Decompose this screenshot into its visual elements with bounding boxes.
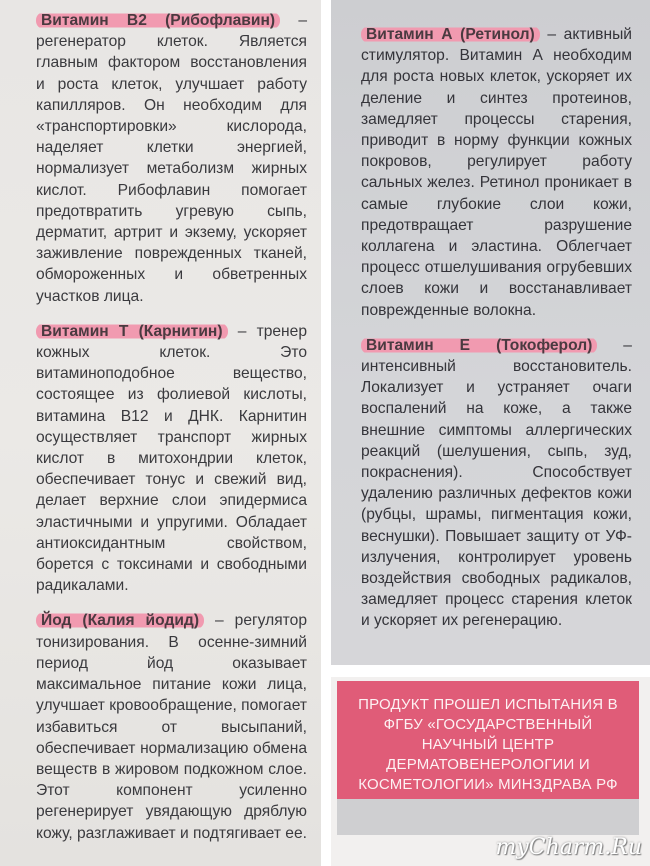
vitamin-t-text: – тренер кожных клеток. Это витаминоподобное вещество, состоящее из фолиевой кислоты, витамина В12 и ДНК. Карнитин осуществляет транспорт жирных кислот в митохондрии клеток, обеспечивает тонус и свежий вид, делает верхние слои эпидермиса эластичными и упругими. Обладает антиоксидантным свойством, борется с токсинами и свободными радикалами. xyxy=(36,322,308,595)
vitamin-e-paragraph xyxy=(361,335,632,632)
certification-text: ПРОДУКТ ПРОШЕЛ ИСПЫТАНИЯ В ФГБУ «ГОСУДАРСТВЕННЫЙ НАУЧНЫЙ ЦЕНТР ДЕРМАТОВЕНЕРОЛОГИИ И КОСМЕТОЛОГИИ» МИНЗДРАВА РФ xyxy=(358,696,618,793)
right-column xyxy=(331,0,650,665)
iodine-section xyxy=(36,610,307,843)
vitamin-t-title: Витамин Т (Карнитин) xyxy=(36,323,228,340)
vitamin-a-section xyxy=(361,24,632,321)
left-column xyxy=(0,0,321,866)
vitamin-b2-section xyxy=(36,10,307,307)
vitamin-a-paragraph xyxy=(361,24,632,321)
vitamin-a-text: – активный стимулятор. Витамин А необходим для роста новых клеток, ускоряет их деление и синтез протеинов, замедляет процессы старения, приводит в норму функции кожных покровов, регулирует работу сальных желез. Ретинол проникает в самые глубокие слои кожи, предотвращает разрушение коллагена и эластина. Облегчает процесс отшелушивания огрубевших слоев кожи и восстанавливает поврежденные волокна. xyxy=(361,26,632,319)
vitamin-e-title: Витамин Е (Токоферол) xyxy=(361,337,597,354)
iodine-paragraph xyxy=(36,610,307,843)
watermark-logo: myCharm.Ru xyxy=(495,835,642,860)
vitamin-a-title: Витамин А (Ретинол) xyxy=(361,26,540,43)
vitamin-b2-paragraph xyxy=(36,10,307,307)
vitamin-t-paragraph xyxy=(36,321,307,597)
vitamin-b2-title: Витамин В2 (Рибофлавин) xyxy=(36,12,280,29)
vitamin-e-section xyxy=(361,335,632,632)
vitamin-e-text: – интенсивный восстановитель. Локализует и устраняет очаги воспалений на коже, а также внешние симптомы аллергических реакций (шелушения, сыпь, зуд, покраснения). Способствует удалению различных дефектов кожи (рубцы, шрамы, пигментация кожи, веснушки). Повышает защиту от УФ-излучения, контролирует уровень воздействия свободных радикалов, замедляет процесс старения клеток и ускоряет их регенерацию. xyxy=(361,336,632,630)
certification-panel xyxy=(331,677,650,866)
iodine-title: Йод (Калия йодид) xyxy=(36,612,204,629)
vitamin-b2-text: – регенератор клеток. Является главным фактором восстановления и роста клеток, улучшает работу капилляров. Он необходим для «транспортировки» кислорода, наделяет клетки энергией, нормализует метаболизм жирных кислот. Рибофлавин помогает предотвратить угревую сыпь, дерматит, артрит и экзему, ускоряет заживление поврежденных тканей, обмороженных и обветренных участков лица. xyxy=(36,12,307,305)
package-strip xyxy=(337,799,639,835)
iodine-text: – регулятор тонизирования. В осенне-зимний период йод оказывает максимальное питание кожи лица, улучшает кровообращение, помогает избавиться от высыпаний, обеспечивает нормализацию обмена веществ в жировом подкожном слое. Этот компонент усиленно регенерирует увядающую дряблую кожу, разглаживает и подтягивает ее. xyxy=(36,612,307,842)
vitamin-t-section xyxy=(36,321,307,597)
certification-banner xyxy=(337,681,639,799)
